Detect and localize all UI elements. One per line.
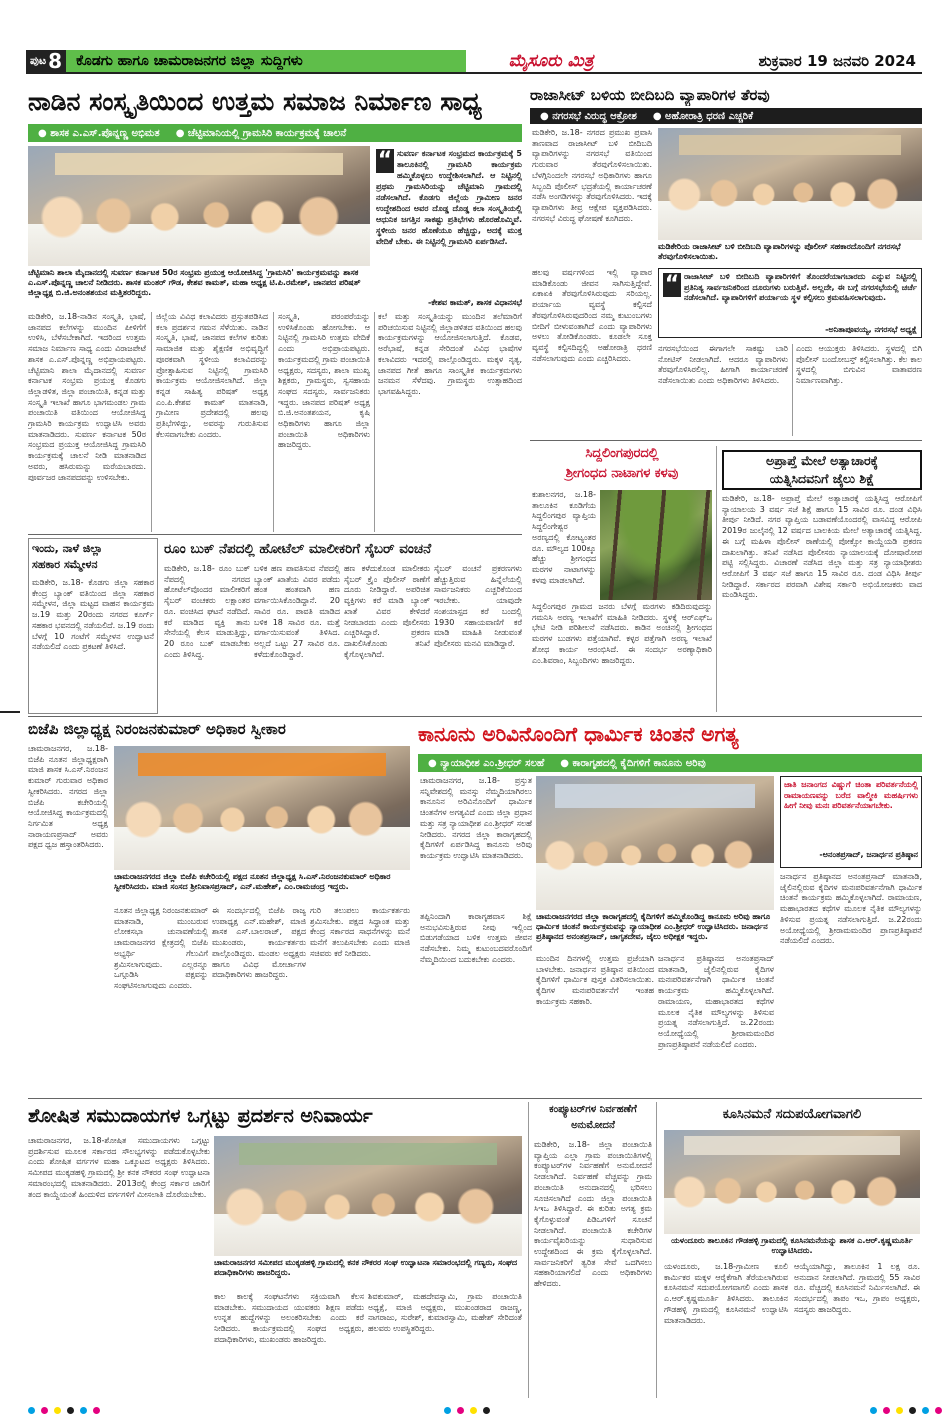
prison-backdrop [555, 784, 755, 808]
roombook-column-4: ಸೈಬರ್ ವಂಚನೆ ಪ್ರಕರಣಗಳು ಹೆಚ್ಚುತ್ತಿರುವ ಹಿನ್ನೆಲೆಯಲ್ಲಿ ಸಾರ್ವಜನಿಕರು ಎಚ್ಚರಿಕೆಯಿಂದ ಇರಬೇಕು. ಯಾವುದೇ ಸಂಶಯಾಸ್ಪದ ಕರೆ ಬಂದಲ್ಲಿ 1930 ಸಹಾಯವಾಣಿಗೆ ಕರೆ ಮಾಡಿ ಮಾಹಿತಿ ನೀಡುವಂತೆ ಪೊಲೀಸರು ಮನವಿ ಮಾಡಿದ್ದಾರೆ. [434, 564, 522, 648]
registration-dot [922, 1407, 929, 1414]
law-kicker-1: ● ನ್ಯಾಯಾಧೀಶ ಎಂ.ಶ್ರೀಧರ್ ಸಲಹೆ [428, 757, 545, 769]
law-kicker-bar [418, 754, 922, 772]
law-column-1: ಚಾಮರಾಜನಗರ, ಜ.18- ಪ್ರಸ್ತುತ ಸನ್ನಿವೇಶದಲ್ಲಿ ಮನಸ್ಸು ನೆಮ್ಮದಿಯಾಗಿರಲು ಕಾನೂನಿನ ಅರಿವಿನೊಂದಿಗೆ ಧಾರ್ಮಿಕ ಚಿಂತನೆಗಳ ಅಗತ್ಯವಿದೆ ಎಂದು ಜಿಲ್ಲಾ ಪ್ರಧಾನ ಮತ್ತು ಸತ್ರ ನ್ಯಾಯಾಧೀಶ ಎಂ.ಶ್ರೀಧರ್ ಸಲಹೆ ನೀಡಿದರು. ನಗರದ ಜಿಲ್ಲಾ ಕಾರಾಗೃಹದಲ್ಲಿ ಕೈದಿಗಳಿಗೆ ಏರ್ಪಡಿಸಿದ್ದ ಕಾನೂನು ಅರಿವು ಕಾರ್ಯಕ್ರಮ ಉದ್ಘಾಟಿಸಿ ಮಾತನಾಡಿದರು. [420, 776, 532, 860]
community-photo [214, 1136, 522, 1256]
lead-column-3: ಸಂಸ್ಕೃತಿ, ಪರಂಪರೆಯನ್ನು ಉಳಿಸಿಕೊಂಡು ಹೋಗಬೇಕು. ಆ ನಿಟ್ಟಿನಲ್ಲಿ ಗ್ರಾಮಸಿರಿ ಉತ್ತಮ ವೇದಿಕೆ ಎಂದು ಅಭಿಪ್ರಾಯಪಟ್ಟರು. ಕಾರ್ಯಕ್ರಮದಲ್ಲಿ ಗ್ರಾಮ ಪಂಚಾಯಿತಿ ಅಧ್ಯಕ್ಷರು, ಸದಸ್ಯರು, ಶಾಲಾ ಮುಖ್ಯ ಶಿಕ್ಷಕರು, ಗ್ರಾಮಸ್ಥರು, ಸ್ವಸಹಾಯ ಸಂಘದ ಸದಸ್ಯರು, ಸಾರ್ವಜನಿಕರು ಇದ್ದರು. ಜಾನಪದ ಪರಿಷತ್ ಅಧ್ಯಕ್ಷ ಬಿ.ಜಿ.ಅನಂತಶಯನ, ಕೃಷಿ ಅಧಿಕಾರಿಗಳು ಹಾಗೂ ಜಿಲ್ಲಾ ಪಂಚಾಯಿತಿ ಅಧಿಕಾರಿಗಳು ಹಾಜರಿದ್ದರು. [278, 312, 370, 450]
theft-photo [600, 490, 712, 600]
law-column-2: ತಪ್ಪಿನಿಂದಾಗಿ ಕಾರಾಗೃಹವಾಸ ಶಿಕ್ಷೆ ಅನುಭವಿಸುತ್ತಿರುವ ನೀವು ಇಲ್ಲಿಂದ ಬಿಡುಗಡೆಯಾದ ಬಳಿಕ ಉತ್ತಮ ಜೀವನ ನಡೆಸಬೇಕು. ನಿಮ್ಮ ಕುಟುಂಬದವರೊಂದಿಗೆ ನೆಮ್ಮದಿಯಿಂದ ಬದುಕಬೇಕು ಎಂದರು. [420, 912, 532, 964]
community-column-1: ಚಾಮರಾಜನಗರ, ಜ.18-ಶೋಷಿತ ಸಮುದಾಯಗಳು ಒಗ್ಗಟ್ಟು ಪ್ರದರ್ಶಿಸುವ ಮೂಲಕ ಸರ್ಕಾರದ ಸೌಲಭ್ಯಗಳನ್ನು ಪಡೆದುಕೊಳ್ಳಬೇಕು ಎಂದು ಶೋಷಿತ ವರ್ಗಗಳ ಮಹಾ ಒಕ್ಕೂಟದ ಅಧ್ಯಕ್ಷರು ತಿಳಿಸಿದರು. ಸಮೀಪದ ಮುಕ್ಕಡಹಳ್ಳಿ ಗ್ರಾಮದಲ್ಲಿ ಶ್ರೀ ಕನಕ ನೌಕರರ ಸಂಘ ಉದ್ಘಾಟನಾ ಸಮಾರಂಭದಲ್ಲಿ ಮಾತನಾಡಿದರು. 2013ರಲ್ಲಿ ಕೇಂದ್ರ ಸರ್ಕಾರ ಜಾರಿಗೆ ತಂದ ಕಾಯ್ದೆಯಂತೆ ಹಿಂದುಳಿದ ವರ್ಗಗಳಿಗೆ ಮೀಸಲಾತಿ ದೊರೆಯಬೇಕು. [28, 1136, 210, 1199]
registration-marks-left [28, 1407, 100, 1414]
lead-kicker-1: ● ಶಾಸಕ ಎ.ಎಸ್.ಪೊನ್ನಣ್ಣ ಅಭಿಮತ [38, 127, 160, 139]
kitchen-column-2: ಆಯ್ಕೆಯಾಗಿದ್ದು, ತಾಲೂಕಿನ 1 ಲಕ್ಷ ರೂ. ಅನುದಾನ ನೀಡಲಾಗಿದೆ. ಗ್ರಾಮದಲ್ಲಿ 55 ಸಾವಿರ ರೂ. ವೆಚ್ಚದಲ್ಲಿ ಕೂಸಿನಮನೆ ನಿರ್ಮಿಸಲಾಗಿದೆ. ಈ ಸಂದರ್ಭದಲ್ಲಿ ತಾಪಂ ಇಒ, ಗ್ರಾಪಂ ಅಧ್ಯಕ್ಷರು, ಸದಸ್ಯರು ಹಾಜರಿದ್ದರು. [794, 1262, 920, 1314]
column-rule [528, 1102, 529, 1398]
lead-photo [28, 146, 370, 266]
rajaseat-column-4: ಎಂದು ಆಯುಕ್ತರು ತಿಳಿಸಿದರು. ಸ್ಥಳದಲ್ಲಿ ಬಿಗಿ ಪೊಲೀಸ್ ಬಂದೋಬಸ್ತ್ ಕಲ್ಪಿಸಲಾಗಿತ್ತು. ಕೆಲ ಕಾಲ ಸ್ಥಳದಲ್ಲಿ ಬಿಗುವಿನ ವಾತಾವರಣ ನಿರ್ಮಾಣವಾಗಿತ್ತು. [796, 344, 922, 386]
rajaseat-headline: ರಾಜಾಸೀಟ್ ಬಳಿಯ ಬೀದಿಬದಿ ವ್ಯಾಪಾರಿಗಳ ತೆರವು [530, 86, 770, 104]
section-divider [28, 534, 522, 535]
lead-quote-text: ಸುವರ್ಣ ಕರ್ನಾಟಕ ಸಂಭ್ರಮದ ಕಾರ್ಯಕ್ರಮಕ್ಕೆ 5 ತಾಲೂಕಿನಲ್ಲಿ ಗ್ರಾಮಸಿರಿ ಕಾರ್ಯಕ್ರಮ ಹಮ್ಮಿಕೊಳ್ಳಲು ಉದ್ದೇಶಿಸಲಾಗಿದೆ. ಆ ನಿಟ್ಟಿನಲ್ಲಿ ಪ್ರಥಮ ಗ್ರಾಮಸಿರಿಯನ್ನು ಚೆಟ್ಟಿಮಾನಿ ಗ್ರಾಮದಲ್ಲಿ ನಡೆಸಲಾಗಿದೆ. ಕೊಡಗು ಜಿಲ್ಲೆಯ ಗ್ರಾಮೀಣ ಜನರ ಉದ್ದೇಶದಿಂದ ಅವರ ದೊಡ್ಡ ದೊಡ್ಡ ಕಲಾ ಸಂಸ್ಕೃತಿಯಲ್ಲಿ ಆಧುನಿಕ ಜಗತ್ತಿನ ಸಾಕಷ್ಟು ಪ್ರತಿಭೆಗಳು ಹೊರಹೊಮ್ಮಿವೆ. ಸ್ಥಳೀಯ ಜನರ ಹೊಣೆಯೂ ಹೆಚ್ಚಿದ್ದು, ಅದಕ್ಕೆ ಮುಕ್ತ ವೇದಿಕೆ ಬೇಕು. ಈ ನಿಟ್ಟಿನಲ್ಲಿ ಗ್ರಾಮಸಿರಿ ಏರ್ಪಡಿಸಿದೆ. [376, 149, 522, 246]
rajaseat-photo-caption: ಮಡಿಕೇರಿಯ ರಾಜಾಸೀಟ್ ಬಳಿ ಬೀದಿಬದಿ ವ್ಯಾಪಾರಿಗಳನ್ನು ಪೊಲೀಸ್ ಸಹಕಾರದೊಂದಿಗೆ ನಗರಸಭೆ ತೆರವುಗೊಳಿಸಲಾಯಿತು. [658, 242, 901, 261]
rajaseat-quote [663, 272, 917, 322]
law-headline: ಕಾನೂನು ಅರಿವಿನೊಂದಿಗೆ ಧಾರ್ಮಿಕ ಚಿಂತನೆ ಅಗತ್ಯ [418, 722, 739, 746]
registration-dot [54, 1407, 61, 1414]
rajaseat-column-2: ಹಲವು ವರ್ಷಗಳಿಂದ ಇಲ್ಲಿ ವ್ಯಾಪಾರ ಮಾಡಿಕೊಂಡು ಜೀವನ ಸಾಗಿಸುತ್ತಿದ್ದೇವೆ. ಏಕಾಏಕಿ ತೆರವುಗೊಳಿಸಿರುವುದು ಸರಿಯಲ್ಲ. ಪರ್ಯಾಯ ವ್ಯವಸ್ಥೆ ಕಲ್ಪಿಸದೆ ತೆರವುಗೊಳಿಸಿರುವುದರಿಂದ ನಮ್ಮ ಕುಟುಂಬಗಳು ಬೀದಿಗೆ ಬೀಳುವಂತಾಗಿದೆ ಎಂದು ವ್ಯಾಪಾರಿಗಳು ಅಳಲು ತೋಡಿಕೊಂಡರು. ಕೂಡಲೇ ಸೂಕ್ತ ವ್ಯವಸ್ಥೆ ಕಲ್ಪಿಸದಿದ್ದಲ್ಲಿ ಅಹೋರಾತ್ರಿ ಧರಣಿ ನಡೆಸಲಾಗುವುದು ಎಂದು ಎಚ್ಚರಿಸಿದರು. [532, 268, 652, 363]
bjp-column-1: ಚಾಮರಾಜನಗರ, ಜ.18-ಬಿಜೆಪಿ ನೂತನ ಜಿಲ್ಲಾಧ್ಯಕ್ಷರಾಗಿ ಮಾಜಿ ಶಾಸಕ ಸಿ.ಎಸ್.ನಿರಂಜನ ಕುಮಾರ್ ಗುರುವಾರ ಅಧಿಕಾರ ಸ್ವೀಕರಿಸಿದರು. ನಗರದ ಜಿಲ್ಲಾ ಬಿಜೆಪಿ ಕಚೇರಿಯಲ್ಲಿ ಆಯೋಜಿಸಿದ್ದ ಕಾರ್ಯಕ್ರಮದಲ್ಲಿ ನಿರ್ಗಮಿತ ಅಧ್ಯಕ್ಷ ನಾರಾಯಣಪ್ರಸಾದ್ ಅವರು ಪಕ್ಷದ ಧ್ವಜ ಹಸ್ತಾಂತರಿಸಿದರು. [28, 744, 108, 850]
people-group [28, 196, 370, 266]
community-headline: ಶೋಷಿತ ಸಮುದಾಯಗಳ ಒಗ್ಗಟ್ಟು ಪ್ರದರ್ಶನ ಅನಿವಾರ್ಯ [28, 1105, 373, 1127]
rajaseat-quote-author: -ಅನಿತಾಪೂವಯ್ಯ, ನಗರಸಭೆ ಅಧ್ಯಕ್ಷೆ [825, 325, 917, 334]
bjp-column-3: ಈ ಸಂದರ್ಭದಲ್ಲಿ ಬಿಜೆಪಿ ರಾಜ್ಯ ಉಪಾಧ್ಯಕ್ಷ ಎನ್.ಮಹೇಶ್, ಮಾಜಿ ಶಾಸಕ ಎಸ್.ಬಾಲರಾಜ್, ಪಕ್ಷದ ಮುಖಂಡರು, ಕಾರ್ಯಕರ್ತರು ಪಾಲ್ಗೊಂಡಿದ್ದರು. ಮಂಡಲ ಅಧ್ಯಕ್ಷರು ಹಾಗೂ ವಿವಿಧ ಮೋರ್ಚಾಗಳ ಪದಾಧಿಕಾರಿಗಳು ಹಾಜರಿದ್ದರು. [212, 906, 306, 980]
registration-dot [457, 1407, 464, 1414]
community-column-3: ಶಿವಕುಮಾರ್, ಮಹದೇವಸ್ವಾಮಿ, ಗ್ರಾಮ ಪಂಚಾಯಿತಿ ಅಧ್ಯಕ್ಷೆ, ಮಾಜಿ ಅಧ್ಯಕ್ಷರು, ಮುಖಂಡರಾದ ರಾಜಣ್ಣ, ನಾಗರಾಜು, ಸುರೇಶ್, ಕುಮಾರಸ್ವಾಮಿ, ಮಹೇಶ್ ಸೇರಿದಂತೆ ಹಲವರು ಉಪಸ್ಥಿತರಿದ್ದರು. [368, 1292, 522, 1334]
kitchen-headline: ಕೂಸಿನಮನೆ ಸದುಪಯೋಗವಾಗಲಿ [722, 1107, 862, 1122]
bjp-photo [114, 746, 410, 870]
registration-dot [935, 1407, 942, 1414]
law-quote: ಜಾತಿ ಜನಾಂಗದ ವಿಷ್ಣುಗೆ ಚಿಂತಾ ಪರಿವರ್ತನೆಯಲ್ಲಿ ರಾಮಾಯಣವನ್ನು ಬರೆದ ವಾಲ್ಮೀಕಿ ಮಹರ್ಷಿಗಳು ಹೀಗೆ ನೀವು ಮನಃ ಪರಿವರ್ತನೆಯಾಗಬೇಕು. [784, 780, 918, 811]
community-group [214, 1186, 522, 1256]
court-headline-2: ಯತ್ನಿಸಿದವನಿಗೆ ಜೈಲು ಶಿಕ್ಷೆ [769, 471, 875, 486]
theft-headline-1: ಸಿದ್ದಲಿಂಗಪುರದಲ್ಲಿ [585, 446, 659, 461]
registration-marks-right [870, 1407, 942, 1414]
party-banner [138, 753, 387, 775]
law-kicker-2: ● ಕಾರಾಗೃಹದಲ್ಲಿ ಕೈದಿಗಳಿಗೆ ಕಾನೂನು ಅರಿವು [560, 757, 706, 769]
column-rule [374, 312, 375, 532]
roombook-column-3: ಹಣ ಕಳೆದುಕೊಂಡ ಮಾಲೀಕರು ಸೈಬರ್ ಕ್ರೈಂ ಪೊಲೀಸ್ ಠಾಣೆಗೆ ದೂರು ನೀಡಿದ್ದಾರೆ. ಅಪರಿಚಿತ ವ್ಯಕ್ತಿಗಳು ಕರೆ ಮಾಡಿ ಬ್ಯಾಂಕ್ ಖಾತೆ ವಿವರ ಕೇಳಿದರೆ ನೀಡಬಾರದು ಎಂದು ಪೊಲೀಸರು ಎಚ್ಚರಿಸಿದ್ದಾರೆ. ಪ್ರಕರಣ ದಾಖಲಿಸಿಕೊಂಡು ತನಿಖೆ ಕೈಗೊಳ್ಳಲಾಗಿದೆ. [344, 564, 430, 659]
community-photo-caption: ಚಾಮರಾಜನಗರ ಸಮೀಪದ ಮುಕ್ಕಡಹಳ್ಳಿ ಗ್ರಾಮದಲ್ಲಿ ಕನಕ ನೌಕರರ ಸಂಘ ಉದ್ಘಾಟನಾ ಸಮಾರಂಭದಲ್ಲಿ ಗಣ್ಯರು, ಸಂಘದ ಪದಾಧಿಕಾರಿಗಳು ಹಾಜರಿದ್ದರು. [214, 1258, 518, 1277]
bjp-photo-caption: ಚಾಮರಾಜನಗರದ ಜಿಲ್ಲಾ ಬಿಜೆಪಿ ಕಚೇರಿಯಲ್ಲಿ ಪಕ್ಷದ ನೂತನ ಜಿಲ್ಲಾಧ್ಯಕ್ಷ ಸಿ.ಎಸ್.ನಿರಂಜನಕುಮಾರ್ ಅಧಿಕಾರ ಸ್ವೀಕರಿಸಿದರು. ಮಾಜಿ ಸಂಸದ ಶ್ರೀನಿವಾಸಪ್ರಸಾದ್, ಎನ್.ಮಹೇಶ್, ಎಂ.ರಾಮಚಂದ್ರ ಇದ್ದರು. [114, 872, 391, 891]
bjp-headline: ಬಿಜೆಪಿ ಜಿಲ್ಲಾಧ್ಯಕ್ಷ ನಿರಂಜನಕುಮಾರ್ ಅಧಿಕಾರ ಸ್ವೀಕಾರ [28, 720, 286, 738]
lead-quote-box [376, 148, 522, 296]
coop-headline-2: ಸಹಕಾರ ಸಮ್ಮೇಳನ [32, 558, 98, 571]
registration-dot [883, 1407, 890, 1414]
section-divider [28, 1098, 922, 1099]
page-number-tag [26, 50, 66, 72]
party-leaders [114, 798, 410, 870]
page-number: 8 [48, 49, 63, 73]
kitchen-photo-caption: ಯಳಂದೂರು ತಾಲೂಕಿನ ಗೌಡಹಳ್ಳಿ ಗ್ರಾಮದಲ್ಲಿ ಕೂಸಿನಮನೆಯನ್ನು ಶಾಸಕ ಎ.ಆರ್.ಕೃಷ್ಣಮೂರ್ತಿ ಉದ್ಘಾಟಿಸಿದರು. [671, 1236, 913, 1255]
lead-photo-caption: ಚೆಟ್ಟಿಮಾನಿ ಶಾಲಾ ಮೈದಾನದಲ್ಲಿ ಸುವರ್ಣ ಕರ್ನಾಟಕ 50ರ ಸಂಭ್ರಮ ಪ್ರಯುಕ್ತ ಆಯೋಜಿಸಿದ್ದ 'ಗ್ರಾಮಸಿರಿ' ಕಾರ್ಯಕ್ರಮವನ್ನು ಶಾಸಕ ಎ.ಎಸ್.ಪೊನ್ನಣ್ಣ ಚಾಲನೆ ನೀಡಿದರು. ಶಾಸಕ ಮಂತರ್ ಗೌಡ, ಕೇಶವ ಕಾಮತ್, ಮಹಾ ಅಧ್ಯಕ್ಷ ಟಿ.ಪಿ.ರಮೇಶ್, ಜಾನಪದ ಪರಿಷತ್ ಜಿಲ್ಲಾಧ್ಯಕ್ಷ ಬಿ.ಜಿ.ಅನಂತಶಯನ ಮತ್ತಿತರರಿದ್ದರು. [28, 268, 361, 297]
roombook-column-1: ಮಡಿಕೇರಿ, ಜ.18- ರೂಂ ಬುಕ್ ನೆಪದಲ್ಲಿ ನಗರದ ಹೋಟೆಲ್‌ವೊಂದರ ಮಾಲೀಕರಿಗೆ ಸೈಬರ್ ವಂಚಕರು ಲಕ್ಷಾಂತರ ರೂ. ವಂಚಿಸಿದ ಘಟನೆ ನಡೆದಿದೆ. ಕರೆ ಮಾಡಿದ ವ್ಯಕ್ತಿ ತಾನು ಸೇನೆಯಲ್ಲಿ ಕೆಲಸ ಮಾಡುತ್ತಿದ್ದು, 20 ರೂಂ ಬುಕ್ ಮಾಡಬೇಕು ಎಂದು ತಿಳಿಸಿದ್ದ. [164, 564, 250, 659]
rajaseat-column-3: ನಗರಸಭೆಯಿಂದ ಈಗಾಗಲೇ ಸಾಕಷ್ಟು ಬಾರಿ ನೋಟಿಸ್ ನೀಡಲಾಗಿದೆ. ಆದರೂ ವ್ಯಾಪಾರಿಗಳು ತೆರವುಗೊಳಿಸಿರಲಿಲ್ಲ. ಹೀಗಾಗಿ ಕಾರ್ಯಾಚರಣೆ ನಡೆಸಲಾಯಿತು ಎಂದು ಅಧಿಕಾರಿಗಳು ತಿಳಿಸಿದರು. [658, 344, 788, 386]
quote-dropcap: “ [664, 272, 680, 297]
kitchen-photo [664, 1130, 920, 1234]
lead-column-2: ಜಿಲ್ಲೆಯ ವಿವಿಧ ಕಲಾವಿದರು ಪ್ರಸ್ತುತಪಡಿಸಿದ ಕಲಾ ಪ್ರದರ್ಶನ ಗಮನ ಸೆಳೆಯಿತು. ನಾಡಿನ ಸಂಸ್ಕೃತಿ, ಭಾಷೆ, ಜಾನಪದ ಕಲೆಗಳ ಕುರಿತು ಸಾಮಾಜಿಕ ಮತ್ತು ಶೈಕ್ಷಣಿಕ ಅಭಿವೃದ್ಧಿಗೆ ಪೂರಕವಾಗಿ ಸ್ಥಳೀಯ ಕಲಾವಿದರನ್ನು ಪ್ರೋತ್ಸಾಹಿಸುವ ನಿಟ್ಟಿನಲ್ಲಿ ಗ್ರಾಮಸಿರಿ ಕಾರ್ಯಕ್ರಮ ಆಯೋಜಿಸಲಾಗಿದೆ. ಜಿಲ್ಲಾ ಕನ್ನಡ ಸಾಹಿತ್ಯ ಪರಿಷತ್ ಅಧ್ಯಕ್ಷ ಎಂ.ಪಿ.ಕೇಶವ ಕಾಮತ್ ಮಾತನಾಡಿ, ಗ್ರಾಮೀಣ ಪ್ರದೇಶದಲ್ಲಿ ಹಲವು ಪ್ರತಿಭೆಗಳಿದ್ದು, ಅವರನ್ನು ಗುರುತಿಸುವ ಕೆಲಸವಾಗಬೇಕು ಎಂದರು. [156, 312, 268, 439]
quote-dropcap: “ [377, 148, 393, 173]
roombook-headline: ರೂಂ ಬುಕ್ ನೆಪದಲ್ಲಿ ಹೋಟೆಲ್ ಮಾಲೀಕರಿಗೆ ಸೈಬರ್ ವಂಚನೆ [164, 541, 432, 557]
law-quote-author: -ಅನಂತಪ್ರಸಾದ್, ಜನಾರ್ಧನ ಪ್ರತಿಷ್ಠಾನ [819, 850, 918, 859]
rajaseat-photo [658, 128, 922, 240]
column-rule [273, 312, 274, 532]
registration-dot [483, 1407, 490, 1414]
kengeri-headline-1: ಕಂಪ್ಯೂಟರ್‌ಗಳ ನಿರ್ವಹಣೆಗೆ [549, 1104, 637, 1115]
bjp-column-4: ಗುರಿ ತಲುಪಲು ಕಾರ್ಯಕರ್ತರು ಶ್ರಮಿಸಬೇಕು. ಪಕ್ಷದ ಸಿದ್ಧಾಂತ ಮತ್ತು ಕೇಂದ್ರ ಸರ್ಕಾರದ ಸಾಧನೆಗಳನ್ನು ಮನೆ ಮನೆಗೆ ತಲುಪಿಸಬೇಕು ಎಂದು ಮಾಜಿ ಸಚಿವರು ಕರೆ ನೀಡಿದರು. [310, 906, 410, 958]
shop-building [679, 135, 901, 155]
registration-dot [444, 1407, 451, 1414]
kitchen-column-1: ಯಳಂದೂರು, ಜ.18-ಗ್ರಾಮೀಣ ಕೂಲಿ ಕಾರ್ಮಿಕರ ಮಕ್ಕಳ ಆರೈಕೆಗಾಗಿ ತೆರೆಯಲಾಗಿರುವ ಕೂಸಿನಮನೆ ಸದುಪಯೋಗವಾಗಲಿ ಎಂದು ಶಾಸಕ ಎ.ಆರ್.ಕೃಷ್ಣಮೂರ್ತಿ ತಿಳಿಸಿದರು. ತಾಲೂಕಿನ ಗೌಡಹಳ್ಳಿ ಗ್ರಾಮದಲ್ಲಿ ಕೂಸಿನಮನೆ ಉದ್ಘಾಟಿಸಿ ಮಾತನಾಡಿದರು. [664, 1262, 788, 1325]
masthead [26, 50, 922, 74]
column-rule [151, 312, 152, 532]
registration-dot [28, 1407, 35, 1414]
registration-dot [870, 1407, 877, 1414]
registration-dot [93, 1407, 100, 1414]
law-column-3b: ಜನಾರ್ಧನ ಪ್ರತಿಷ್ಠಾನದ ಅನಂತಪ್ರಸಾದ್ ಮಾತನಾಡಿ, ಜೈಲಿನಲ್ಲಿರುವ ಕೈದಿಗಳ ಮನಃಪರಿವರ್ತನೆಗಾಗಿ ಧಾರ್ಮಿಕ ಚಿಂತನೆ ಕಾರ್ಯಕ್ರಮ ಹಮ್ಮಿಕೊಳ್ಳಲಾಗಿದೆ. ರಾಮಾಯಣ, ಮಹಾಭಾರತದ ಕಥೆಗಳ ಮೂಲಕ ನೈತಿಕ ಮೌಲ್ಯಗಳನ್ನು ತಿಳಿಸುವ ಪ್ರಯತ್ನ ನಡೆಸಲಾಗುತ್ತಿದೆ. ಜ.22ರಂದು ಅಯೋಧ್ಯೆಯಲ್ಲಿ ಶ್ರೀರಾಮಮಂದಿರ ಪ್ರಾಣಪ್ರತಿಷ್ಠಾಪನೆ ನಡೆಯಲಿದೆ ಎಂದರು. [658, 954, 774, 1049]
lead-column-4: ಕಲೆ ಮತ್ತು ಸಂಸ್ಕೃತಿಯನ್ನು ಮುಂದಿನ ತಲೆಮಾರಿಗೆ ಪರಿಚಯಿಸುವ ನಿಟ್ಟಿನಲ್ಲಿ ಜಿಲ್ಲಾಡಳಿತದ ವತಿಯಿಂದ ಹಲವು ಕಾರ್ಯಕ್ರಮಗಳನ್ನು ಆಯೋಜಿಸಲಾಗುತ್ತಿದೆ. ಕೊಡವ, ಅರೆಭಾಷೆ, ಕನ್ನಡ ಸೇರಿದಂತೆ ವಿವಿಧ ಭಾಷೆಗಳ ಕಲಾವಿದರು ಇದರಲ್ಲಿ ಪಾಲ್ಗೊಂಡಿದ್ದರು. ಮಕ್ಕಳ ನೃತ್ಯ, ಜಾನಪದ ಗೀತೆ ಹಾಗೂ ಸಾಂಸ್ಕೃತಿಕ ಕಾರ್ಯಕ್ರಮಗಳು ಜನಮನ ಸೆಳೆದವು. ಗ್ರಾಮಸ್ಥರು ಉತ್ಸಾಹದಿಂದ ಭಾಗವಹಿಸಿದ್ದರು. [378, 312, 522, 396]
page-prefix: ಪುಟ [30, 54, 47, 67]
registration-dot [909, 1407, 916, 1414]
rajaseat-kicker-1: ● ನಗರಸಭೆ ವಿರುದ್ಧ ಆಕ್ರೋಶ [540, 110, 637, 122]
lead-kicker-bar [28, 124, 522, 142]
community-column-2: ಕಾಲ ಕಾಲಕ್ಕೆ ಸಂಘಟನೆಗಳು ಸಕ್ರಿಯವಾಗಿ ಕೆಲಸ ಮಾಡಬೇಕು. ಸಮುದಾಯದ ಯುವಕರು ಶಿಕ್ಷಣ ಪಡೆದು ಉನ್ನತ ಹುದ್ದೆಗಳನ್ನು ಅಲಂಕರಿಸಬೇಕು ಎಂದು ಕರೆ ನೀಡಿದರು. ಕಾರ್ಯಕ್ರಮದಲ್ಲಿ ಸಂಘದ ಅಧ್ಯಕ್ಷರು, ಪದಾಧಿಕಾರಿಗಳು, ಮುಖಂಡರು ಹಾಜರಿದ್ದರು. [214, 1292, 364, 1344]
registration-dot [67, 1407, 74, 1414]
column-rule [656, 1102, 657, 1398]
lead-kicker-2: ● ಚೆಟ್ಟಿಮಾನಿಯಲ್ಲಿ ಗ್ರಾಮಸಿರಿ ಕಾರ್ಯಕ್ರಮಕ್ಕೆ ಚಾಲನೆ [175, 127, 347, 139]
rajaseat-column-1: ಮಡಿಕೇರಿ, ಜ.18- ನಗರದ ಪ್ರಮುಖ ಪ್ರವಾಸಿ ತಾಣವಾದ ರಾಜಾಸೀಟ್ ಬಳಿ ಬೀದಿಬದಿ ವ್ಯಾಪಾರಿಗಳನ್ನು ನಗರಸಭೆ ವತಿಯಿಂದ ಗುರುವಾರ ತೆರವುಗೊಳಿಸಲಾಯಿತು. ಬೆಳಗ್ಗಿನಿಂದಲೇ ನಗರಸಭೆ ಅಧಿಕಾರಿಗಳು ಹಾಗೂ ಸಿಬ್ಬಂದಿ ಪೊಲೀಸ್ ಭದ್ರತೆಯಲ್ಲಿ ಕಾರ್ಯಾಚರಣೆ ನಡೆಸಿ ಅಂಗಡಿಗಳನ್ನು ತೆರವುಗೊಳಿಸಿದರು. ಇದಕ್ಕೆ ವ್ಯಾಪಾರಿಗಳು ತೀವ್ರ ಆಕ್ಷೇಪ ವ್ಯಕ್ತಪಡಿಸಿದರು. ನಗರಸಭೆ ವಿರುದ್ಧ ಘೋಷಣೆ ಕೂಗಿದರು. [532, 128, 652, 223]
rajaseat-quote-text: ರಾಜಾಸೀಟ್ ಬಳಿ ಬೀದಿಬದಿ ವ್ಯಾಪಾರಿಗಳಿಗೆ ತೊಂದರೆಯಾಗಬಾರದು ಎನ್ನುವ ನಿಟ್ಟಿನಲ್ಲಿ ಪ್ರತಿನಿತ್ಯ ಸಾರ್ವಜನಿಕರಿಂದ ದೂರುಗಳು ಬರುತ್ತಿವೆ. ಅಲ್ಲದೇ, ಈ ಬಗ್ಗೆ ನಗರಸಭೆಯಲ್ಲಿ ಚರ್ಚೆ ನಡೆಸಲಾಗಿದೆ. ವ್ಯಾಪಾರಿಗಳಿಗೆ ಪರ್ಯಾಯ ಸ್ಥಳ ಕಲ್ಪಿಸಲು ಕ್ರಮವಹಿಸಲಾಗುವುದು. [684, 272, 917, 303]
officials-group [536, 832, 774, 910]
column-rule [792, 344, 793, 436]
event-backdrop [239, 1143, 498, 1165]
coop-body: ಮಡಿಕೇರಿ, ಜ.18- ಕೊಡಗು ಜಿಲ್ಲಾ ಸಹಕಾರ ಕೇಂದ್ರ ಬ್ಯಾಂಕ್ ವತಿಯಿಂದ ಜಿಲ್ಲಾ ಸಹಕಾರ ಸಮ್ಮೇಳನ, ಜಿಲ್ಲಾ ಮಟ್ಟದ ವಾಹನ ಕಾರ್ಯಕ್ರಮ ಜ.19 ಮತ್ತು 20ರಂದು ನಗರದ ಕೂರ್ಗ್ ಸಹಕಾರ ಭವನದಲ್ಲಿ ನಡೆಯಲಿದೆ. ಜ.19 ರಂದು ಬೆಳಗ್ಗೆ 10 ಗಂಟೆಗೆ ಸಮ್ಮೇಳನ ಉದ್ಘಾಟನೆ ನಡೆಯಲಿದೆ ಎಂದು ಪ್ರಕಟಣೆ ತಿಳಿಸಿದೆ. [32, 578, 154, 652]
registration-dot [470, 1407, 477, 1414]
court-headline-1: ಅಪ್ರಾಪ್ತೆ ಮೇಲೆ ಅತ್ಯಾಚಾರಕ್ಕೆ [766, 453, 878, 468]
theft-column-1: ಕುಶಾಲನಗರ, ಜ.18- ತಾಲೂಕಿನ ಕೂಡಿಗೆಯ ಸಿದ್ದಲಿಂಗಪುರ ವ್ಯಾಪ್ತಿಯ ಸಿದ್ದಲಿಂಗೇಶ್ವರ ಅರಣ್ಯದಲ್ಲಿ ಕೋಟ್ಯಂತರ ರೂ. ಮೌಲ್ಯದ 100ಕ್ಕೂ ಹೆಚ್ಚು ಶ್ರೀಗಂಧದ ಮರಗಳ ನಾಟಾಗಳನ್ನು ಕಳವು ಮಾಡಲಾಗಿದೆ. [532, 490, 596, 585]
law-column-4: ಜನಾರ್ಧನ ಪ್ರತಿಷ್ಠಾನದ ಅನಂತಪ್ರಸಾದ್ ಮಾತನಾಡಿ, ಜೈಲಿನಲ್ಲಿರುವ ಕೈದಿಗಳ ಮನಃಪರಿವರ್ತನೆಗಾಗಿ ಧಾರ್ಮಿಕ ಚಿಂತನೆ ಕಾರ್ಯಕ್ರಮ ಹಮ್ಮಿಕೊಳ್ಳಲಾಗಿದೆ. ರಾಮಾಯಣ, ಮಹಾಭಾರತದ ಕಥೆಗಳ ಮೂಲಕ ನೈತಿಕ ಮೌಲ್ಯಗಳನ್ನು ತಿಳಿಸುವ ಪ್ರಯತ್ನ ನಡೆಸಲಾಗುತ್ತಿದೆ. ಜ.22ರಂದು ಅಯೋಧ್ಯೆಯಲ್ಲಿ ಶ್ರೀರಾಮಮಂದಿರ ಪ್ರಾಣಪ್ರತಿಷ್ಠಾಪನೆ ನಡೆಯಲಿದೆ ಎಂದರು. [780, 872, 922, 946]
law-column-3: ಮುಂದಿನ ದಿನಗಳಲ್ಲಿ ಉತ್ತಮ ಪ್ರಜೆಯಾಗಿ ಬಾಳಬೇಕು. ಜನಾರ್ಧನ ಪ್ರತಿಷ್ಠಾನ ವತಿಯಿಂದ ಕೈದಿಗಳಿಗೆ ಧಾರ್ಮಿಕ ಪುಸ್ತಕ ವಿತರಿಸಲಾಯಿತು. ಕೈದಿಗಳ ಮನಃಪರಿವರ್ತನೆಗೆ ಇಂತಹ ಕಾರ್ಯಕ್ರಮ ಸಹಕಾರಿ. [536, 954, 654, 1006]
stage-banner [55, 153, 342, 175]
law-photo [536, 776, 774, 910]
column-rule [716, 446, 717, 712]
section-title: ಕೊಡಗು ಹಾಗೂ ಚಾಮರಾಜನಗರ ಜಿಲ್ಲಾ ಸುದ್ದಿಗಳು [66, 50, 466, 72]
section-divider [530, 440, 922, 441]
crowd-and-police [658, 175, 922, 240]
rajaseat-kicker-bar [530, 108, 922, 124]
issue-date: ಶುಕ್ರವಾರ 19 ಜನವರಿ 2024 [758, 52, 916, 70]
registration-marks-center [444, 1407, 490, 1414]
paper-name: ಮೈಸೂರು ಮಿತ್ರ [508, 51, 594, 71]
law-photo-caption: ಚಾಮರಾಜನಗರದ ಜಿಲ್ಲಾ ಕಾರಾಗೃಹದಲ್ಲಿ ಕೈದಿಗಳಿಗೆ ಹಮ್ಮಿಕೊಂಡಿದ್ದ ಕಾನೂನು ಅರಿವು ಹಾಗೂ ಧಾರ್ಮಿಕ ಚಿಂತನೆ ಕಾರ್ಯಕ್ರಮವನ್ನು ನ್ಯಾಯಾಧೀಶ ಎಂ.ಶ್ರೀಧರ್ ಉದ್ಘಾಟಿಸಿದರು. ಜನಾರ್ಧನ ಪ್ರತಿಷ್ಠಾನದ ಅನಂತಪ್ರಸಾದ್, ಜಾಗೃತದೇವ, ಜೈಲು ಅಧೀಕ್ಷಕ ಇದ್ದರು. [536, 912, 771, 941]
kengeri-headline-2: ಅನುಮೋದನೆ [571, 1120, 615, 1131]
lead-headline: ನಾಡಿನ ಸಂಸ್ಕೃತಿಯಿಂದ ಉತ್ತಮ ಸಮಾಜ ನಿರ್ಮಾಣ ಸಾಧ್ಯ [28, 87, 482, 116]
fold-mark [0, 711, 20, 713]
lead-column-1: ಮಡಿಕೇರಿ, ಜ.18-ನಾಡಿನ ಸಂಸ್ಕೃತಿ, ಭಾಷೆ, ಜಾನಪದ ಕಲೆಗಳನ್ನು ಮುಂದಿನ ಪೀಳಿಗೆಗೆ ಉಳಿಸಿ, ಬೆಳೆಸಬೇಕಾಗಿದೆ. ಇದರಿಂದ ಉತ್ತಮ ಸಮಾಜ ನಿರ್ಮಾಣ ಸಾಧ್ಯ ಎಂದು ವಿರಾಜಪೇಟೆ ಶಾಸಕ ಎ.ಎಸ್.ಪೊನ್ನಣ್ಣ ಅಭಿಪ್ರಾಯಪಟ್ಟರು. ಚೆಟ್ಟಿಮಾನಿ ಶಾಲಾ ಮೈದಾನದಲ್ಲಿ ಸುವರ್ಣ ಕರ್ನಾಟಕ ಸಂಭ್ರಮ ಪ್ರಯುಕ್ತ ಕೊಡಗು ಜಿಲ್ಲಾಡಳಿತ, ಜಿಲ್ಲಾ ಪಂಚಾಯಿತಿ, ಕನ್ನಡ ಮತ್ತು ಸಂಸ್ಕೃತಿ ಇಲಾಖೆ ಹಾಗೂ ಭಾಗಮಂಡಲ ಗ್ರಾಮ ಪಂಚಾಯಿತಿ ವತಿಯಿಂದ ಆಯೋಜಿಸಿದ್ದ ಗ್ರಾಮಸಿರಿ ಕಾರ್ಯಕ್ರಮ ಉದ್ಘಾಟಿಸಿ ಅವರು ಮಾತನಾಡಿದರು. ಸುವರ್ಣ ಕರ್ನಾಟಕ 50ರ ಸಂಭ್ರಮದ ಪ್ರಯುಕ್ತ ಆಯೋಜಿಸಿದ್ದ ಗ್ರಾಮಸಿರಿ ಕಾರ್ಯಕ್ರಮಕ್ಕೆ ಚಾಲನೆ ನೀಡಿ ಮಾತನಾಡಿದ ಅವರು, ಹಸಿರುಮನ್ನು ಮರೆಯಬಾರದು. ಪೂರ್ವಜರ ಜಾನಪದವನ್ನು ಉಳಿಸಬೇಕು. [28, 312, 146, 482]
registration-dot [41, 1407, 48, 1414]
coop-headline-1: ಇಂದು, ನಾಳೆ ಜಿಲ್ಲಾ [32, 542, 103, 555]
children-and-guests [664, 1174, 920, 1234]
kengeri-body: ಮಡಿಕೇರಿ, ಜ.18- ಜಿಲ್ಲಾ ಪಂಚಾಯಿತಿ ವ್ಯಾಪ್ತಿಯ ಎಲ್ಲಾ ಗ್ರಾಮ ಪಂಚಾಯಿತಿಗಳಲ್ಲಿ ಕಂಪ್ಯೂಟರ್‌ಗಳ ನಿರ್ವಹಣೆಗೆ ಅನುಮೋದನೆ ನೀಡಲಾಗಿದೆ. ನಿರ್ವಹಣೆ ವೆಚ್ಚವನ್ನು ಗ್ರಾಮ ಪಂಚಾಯಿತಿ ಅನುದಾನದಲ್ಲಿ ಭರಿಸಲು ಸೂಚಿಸಲಾಗಿದೆ ಎಂದು ಜಿಲ್ಲಾ ಪಂಚಾಯಿತಿ ಸಿಇಒ ತಿಳಿಸಿದ್ದಾರೆ. ಈ ಕುರಿತು ಅಗತ್ಯ ಕ್ರಮ ಕೈಗೊಳ್ಳುವಂತೆ ಪಿಡಿಒಗಳಿಗೆ ಸೂಚನೆ ನೀಡಲಾಗಿದೆ. ಪಂಚಾಯಿತಿ ಕಚೇರಿಗಳ ಕಾರ್ಯವೈಖರಿಯನ್ನು ಸುಧಾರಿಸುವ ಉದ್ದೇಶದಿಂದ ಈ ಕ್ರಮ ಕೈಗೊಳ್ಳಲಾಗಿದೆ. ಸಾರ್ವಜನಿಕರಿಗೆ ತ್ವರಿತ ಸೇವೆ ಒದಗಿಸಲು ಸಹಕಾರಿಯಾಗಲಿದೆ ಎಂದು ಅಧಿಕಾರಿಗಳು ಹೇಳಿದರು. [534, 1140, 652, 1289]
court-body: ಮಡಿಕೇರಿ, ಜ.18- ಅಪ್ರಾಪ್ತೆ ಮೇಲೆ ಅತ್ಯಾಚಾರಕ್ಕೆ ಯತ್ನಿಸಿದ್ದ ಆರೋಪಿಗೆ ನ್ಯಾಯಾಲಯ 3 ವರ್ಷ ಸಜೆ ಶಿಕ್ಷೆ ಹಾಗೂ 15 ಸಾವಿರ ರೂ. ದಂಡ ವಿಧಿಸಿ ತೀರ್ಪು ನೀಡಿದೆ. ನಗರ ವ್ಯಾಪ್ತಿಯ ಬಡಾವಣೆಯೊಂದರಲ್ಲಿ ವಾಸವಿದ್ದ ಆರೋಪಿ 2019ರ ಜುಲೈನಲ್ಲಿ 12 ವರ್ಷದ ಬಾಲಕಿಯ ಮೇಲೆ ಅತ್ಯಾಚಾರಕ್ಕೆ ಯತ್ನಿಸಿದ್ದ. ಈ ಬಗ್ಗೆ ಮಹಿಳಾ ಪೊಲೀಸ್ ಠಾಣೆಯಲ್ಲಿ ಪೋಕ್ಸೋ ಕಾಯ್ದೆಯಡಿ ಪ್ರಕರಣ ದಾಖಲಾಗಿತ್ತು. ತನಿಖೆ ನಡೆಸಿದ ಪೊಲೀಸರು ನ್ಯಾಯಾಲಯಕ್ಕೆ ದೋಷಾರೋಪ ಪಟ್ಟಿ ಸಲ್ಲಿಸಿದ್ದರು. ವಿಚಾರಣೆ ನಡೆಸಿದ ಜಿಲ್ಲಾ ಮತ್ತು ಸತ್ರ ನ್ಯಾಯಾಧೀಶರು ಆರೋಪಿಗೆ 3 ವರ್ಷ ಸಜೆ ಹಾಗೂ 15 ಸಾವಿರ ರೂ. ದಂಡ ವಿಧಿಸಿ ತೀರ್ಪು ನೀಡಿದ್ದಾರೆ. ಸರ್ಕಾರದ ಪರವಾಗಿ ವಿಶೇಷ ಸರ್ಕಾರಿ ಅಭಿಯೋಜಕರು ವಾದ ಮಂಡಿಸಿದ್ದರು. [722, 494, 922, 600]
forest-trees [600, 490, 712, 600]
roombook-column-2: ಬಳಿಕ ಹಣ ಪಾವತಿಸುವ ನೆಪದಲ್ಲಿ ಬ್ಯಾಂಕ್ ಖಾತೆಯ ವಿವರ ಪಡೆದು ಹಂತ ಹಂತವಾಗಿ ಹಣ ವರ್ಗಾಯಿಸಿಕೊಂಡಿದ್ದಾನೆ. 20 ಸಾವಿರ ರೂ. ಪಾವತಿ ಮಾಡಿದ ಬಳಿಕ 18 ಸಾವಿರ ರೂ. ಮತ್ತೆ ವರ್ಗಾಯಿಸುವಂತೆ ತಿಳಿಸಿದ. ಅಲ್ಲದೆ ಒಟ್ಟು 27 ಸಾವಿರ ರೂ. ಕಳೆದುಕೊಂಡಿದ್ದಾರೆ. [254, 564, 340, 659]
registration-dot [80, 1407, 87, 1414]
rajaseat-kicker-2: ● ಅಹೋರಾತ್ರಿ ಧರಣಿ ಎಚ್ಚರಿಕೆ [652, 110, 753, 122]
bjp-column-2: ನೂತನ ಜಿಲ್ಲಾಧ್ಯಕ್ಷ ನಿರಂಜನಕುಮಾರ್ ಮಾತನಾಡಿ, ಮುಂಬರುವ ಲೋಕಸಭಾ ಚುನಾವಣೆಯಲ್ಲಿ ಚಾಮರಾಜನಗರ ಕ್ಷೇತ್ರದಲ್ಲಿ ಬಿಜೆಪಿ ಅಭ್ಯರ್ಥಿ ಗೆಲುವಿಗೆ ಶ್ರಮಿಸಲಾಗುವುದು. ಎಲ್ಲರನ್ನೂ ಒಗ್ಗೂಡಿಸಿ ಪಕ್ಷವನ್ನು ಸಂಘಟಿಸಲಾಗುವುದು ಎಂದರು. [114, 906, 208, 990]
registration-dot [896, 1407, 903, 1414]
theft-headline-2: ಶ್ರೀಗಂಧದ ನಾಟಾಗಳ ಕಳವು [565, 466, 679, 481]
classroom-wall [684, 1136, 899, 1155]
lead-quote-author: -ಕೇಶವ ಕಾಮತ್, ಶಾಸಕ ವಿಧಾನಸಭೆ [427, 298, 522, 307]
theft-column-2: ಸಿದ್ದಲಿಂಗಪುರ ಗ್ರಾಮದ ಜನರು ಬೆಳಗ್ಗೆ ಮರಗಳು ಕಡಿದಿರುವುದನ್ನು ಗಮನಿಸಿ ಅರಣ್ಯ ಇಲಾಖೆಗೆ ಮಾಹಿತಿ ನೀಡಿದರು. ಸ್ಥಳಕ್ಕೆ ಆರ್‌ಎಫ್‌ಒ ಭೇಟಿ ನೀಡಿ ಪರಿಶೀಲನೆ ನಡೆಸಿದರು. ಕಾಡಿನ ಅಂಚಿನಲ್ಲಿ ಶ್ರೀಗಂಧದ ಮರಗಳ ಬುಡಗಳು ಪತ್ತೆಯಾಗಿವೆ. ಕಳ್ಳರ ಪತ್ತೆಗಾಗಿ ಅರಣ್ಯ ಇಲಾಖೆ ಶೋಧ ಕಾರ್ಯ ಆರಂಭಿಸಿದೆ. ಈ ಸಂದರ್ಭ ಅರಣ್ಯಾಧಿಕಾರಿ ಎಂ.ಶಿವರಾಂ, ಸಿಬ್ಬಂದಿಗಳು ಹಾಜರಿದ್ದರು. [532, 602, 712, 665]
